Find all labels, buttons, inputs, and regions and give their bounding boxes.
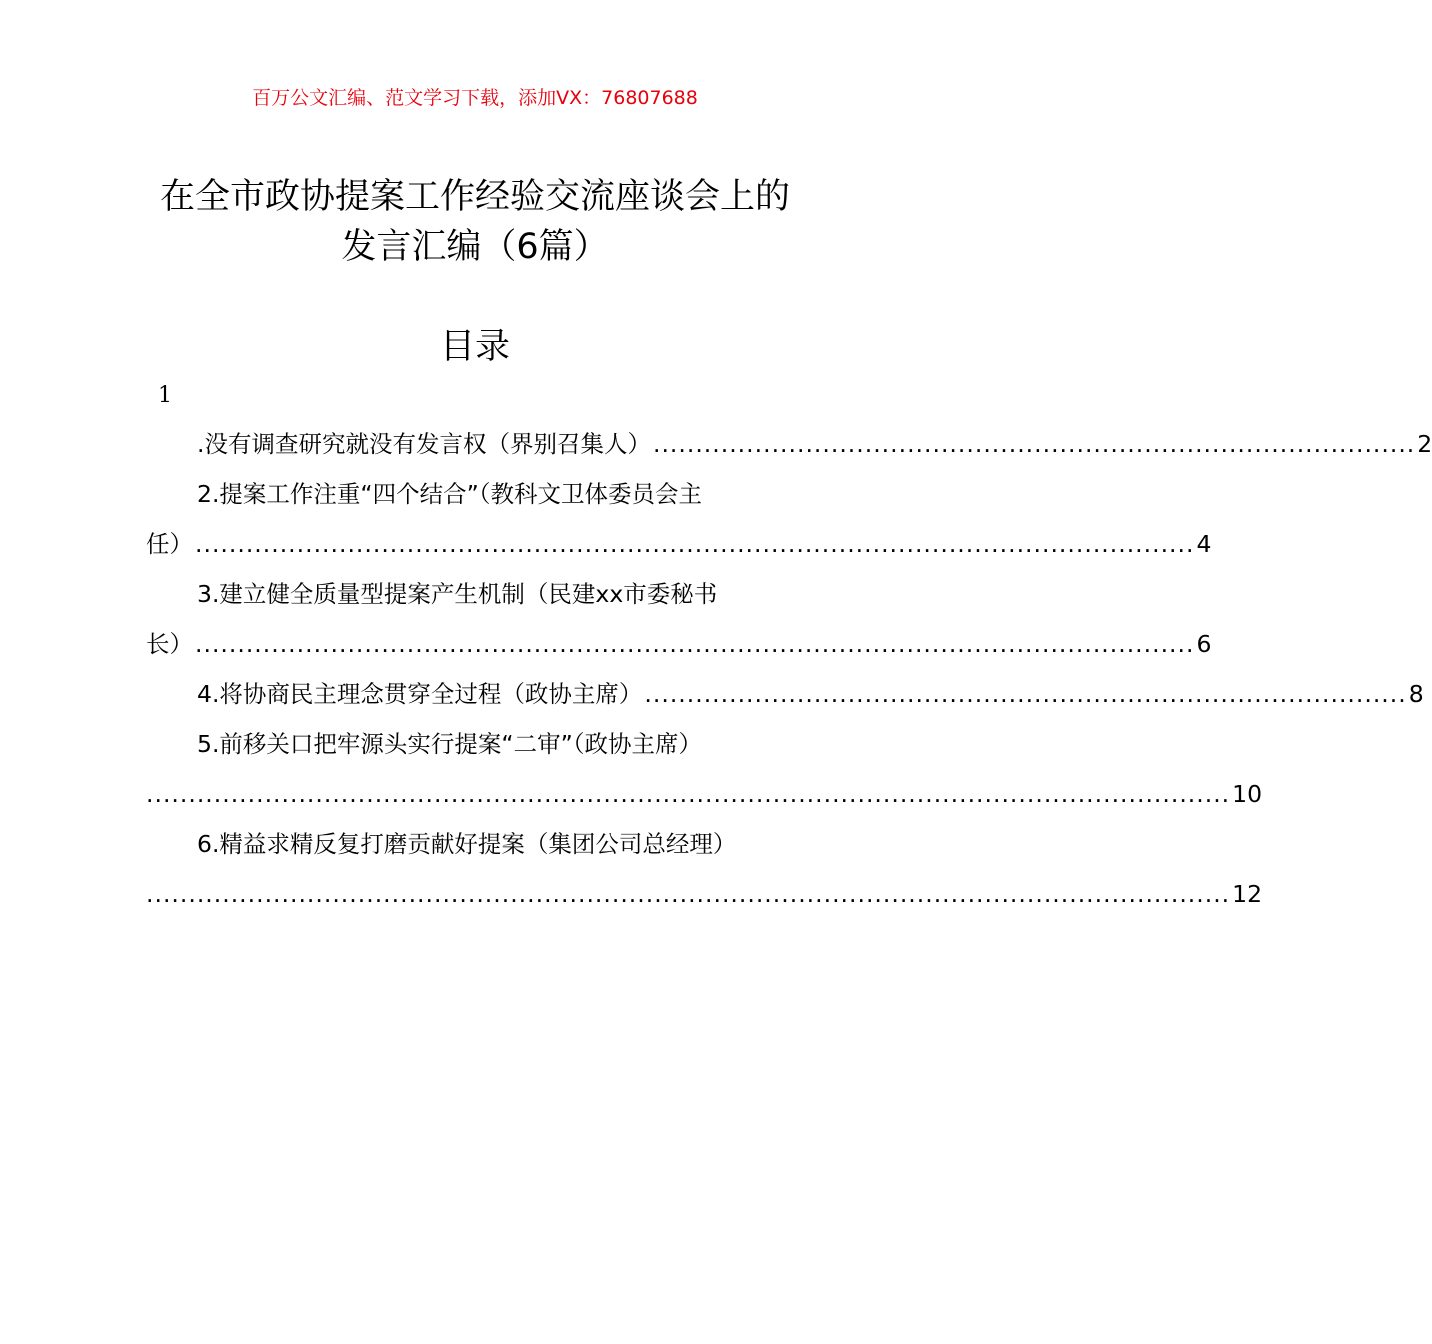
header-banner: 百万公文汇编、范文学习下载，添加VX：76807688 bbox=[252, 87, 698, 109]
toc-entry-title-cont: 长） bbox=[146, 630, 193, 658]
toc-entry-2-cont[interactable] bbox=[146, 526, 1212, 562]
toc-entry-5[interactable] bbox=[146, 726, 806, 762]
title-line-2: 发言汇编（6篇） bbox=[341, 227, 609, 267]
toc-leader-dots: ...................................................................................................................... bbox=[195, 630, 1195, 658]
toc-entry-page: 12 bbox=[1232, 880, 1263, 908]
toc-entry-6[interactable] bbox=[146, 826, 806, 862]
document-title bbox=[100, 172, 850, 272]
toc-entry-title: .没有调查研究就没有发言权（界别召集人） bbox=[197, 430, 651, 458]
toc-entry-title: 2.提案工作注重“四个结合”（教科文卫体委员会主 bbox=[197, 480, 703, 508]
toc-entry-1[interactable] bbox=[146, 426, 1432, 462]
toc-leader-dots: ................................................................................................................................ bbox=[146, 880, 1231, 908]
toc-first-number: 1 bbox=[158, 383, 172, 408]
toc-entry-4[interactable] bbox=[146, 676, 1424, 712]
toc-entry-title: 4.将协商民主理念贯穿全过程（政协主席） bbox=[197, 680, 643, 708]
toc-entry-3[interactable] bbox=[146, 576, 806, 612]
toc-entry-page: 10 bbox=[1232, 780, 1263, 808]
toc-entry-page: 8 bbox=[1408, 680, 1424, 708]
toc-entry-title-cont: 任） bbox=[146, 530, 193, 558]
toc-entry-page: 6 bbox=[1196, 630, 1212, 658]
toc-entry-3-cont[interactable] bbox=[146, 626, 1212, 662]
toc-entry-5-cont[interactable] bbox=[146, 776, 1263, 812]
toc-entry-title: 3.建立健全质量型提案产生机制（民建xx市委秘书 bbox=[197, 580, 718, 608]
toc-leader-dots: ...................................................................................................................... bbox=[195, 530, 1195, 558]
toc-entry-title: 5.前移关口把牢源头实行提案“二审”（政协主席） bbox=[197, 730, 703, 758]
toc-heading: 目录 bbox=[439, 327, 510, 367]
toc-entry-title: 6.精益求精反复打磨贡献好提案（集团公司总经理） bbox=[197, 830, 737, 858]
toc-leader-dots: .......................................................................................... bbox=[652, 430, 1416, 458]
title-line-1: 在全市政协提案工作经验交流座谈会上的 bbox=[159, 177, 790, 217]
toc-entry-2[interactable] bbox=[146, 476, 806, 512]
toc-entry-page: 2 bbox=[1417, 430, 1432, 458]
toc-leader-dots: .......................................................................................... bbox=[644, 680, 1407, 708]
toc-entry-6-cont[interactable] bbox=[146, 876, 1263, 912]
toc-leader-dots: ................................................................................................................................ bbox=[146, 780, 1231, 808]
toc-entry-page: 4 bbox=[1196, 530, 1212, 558]
